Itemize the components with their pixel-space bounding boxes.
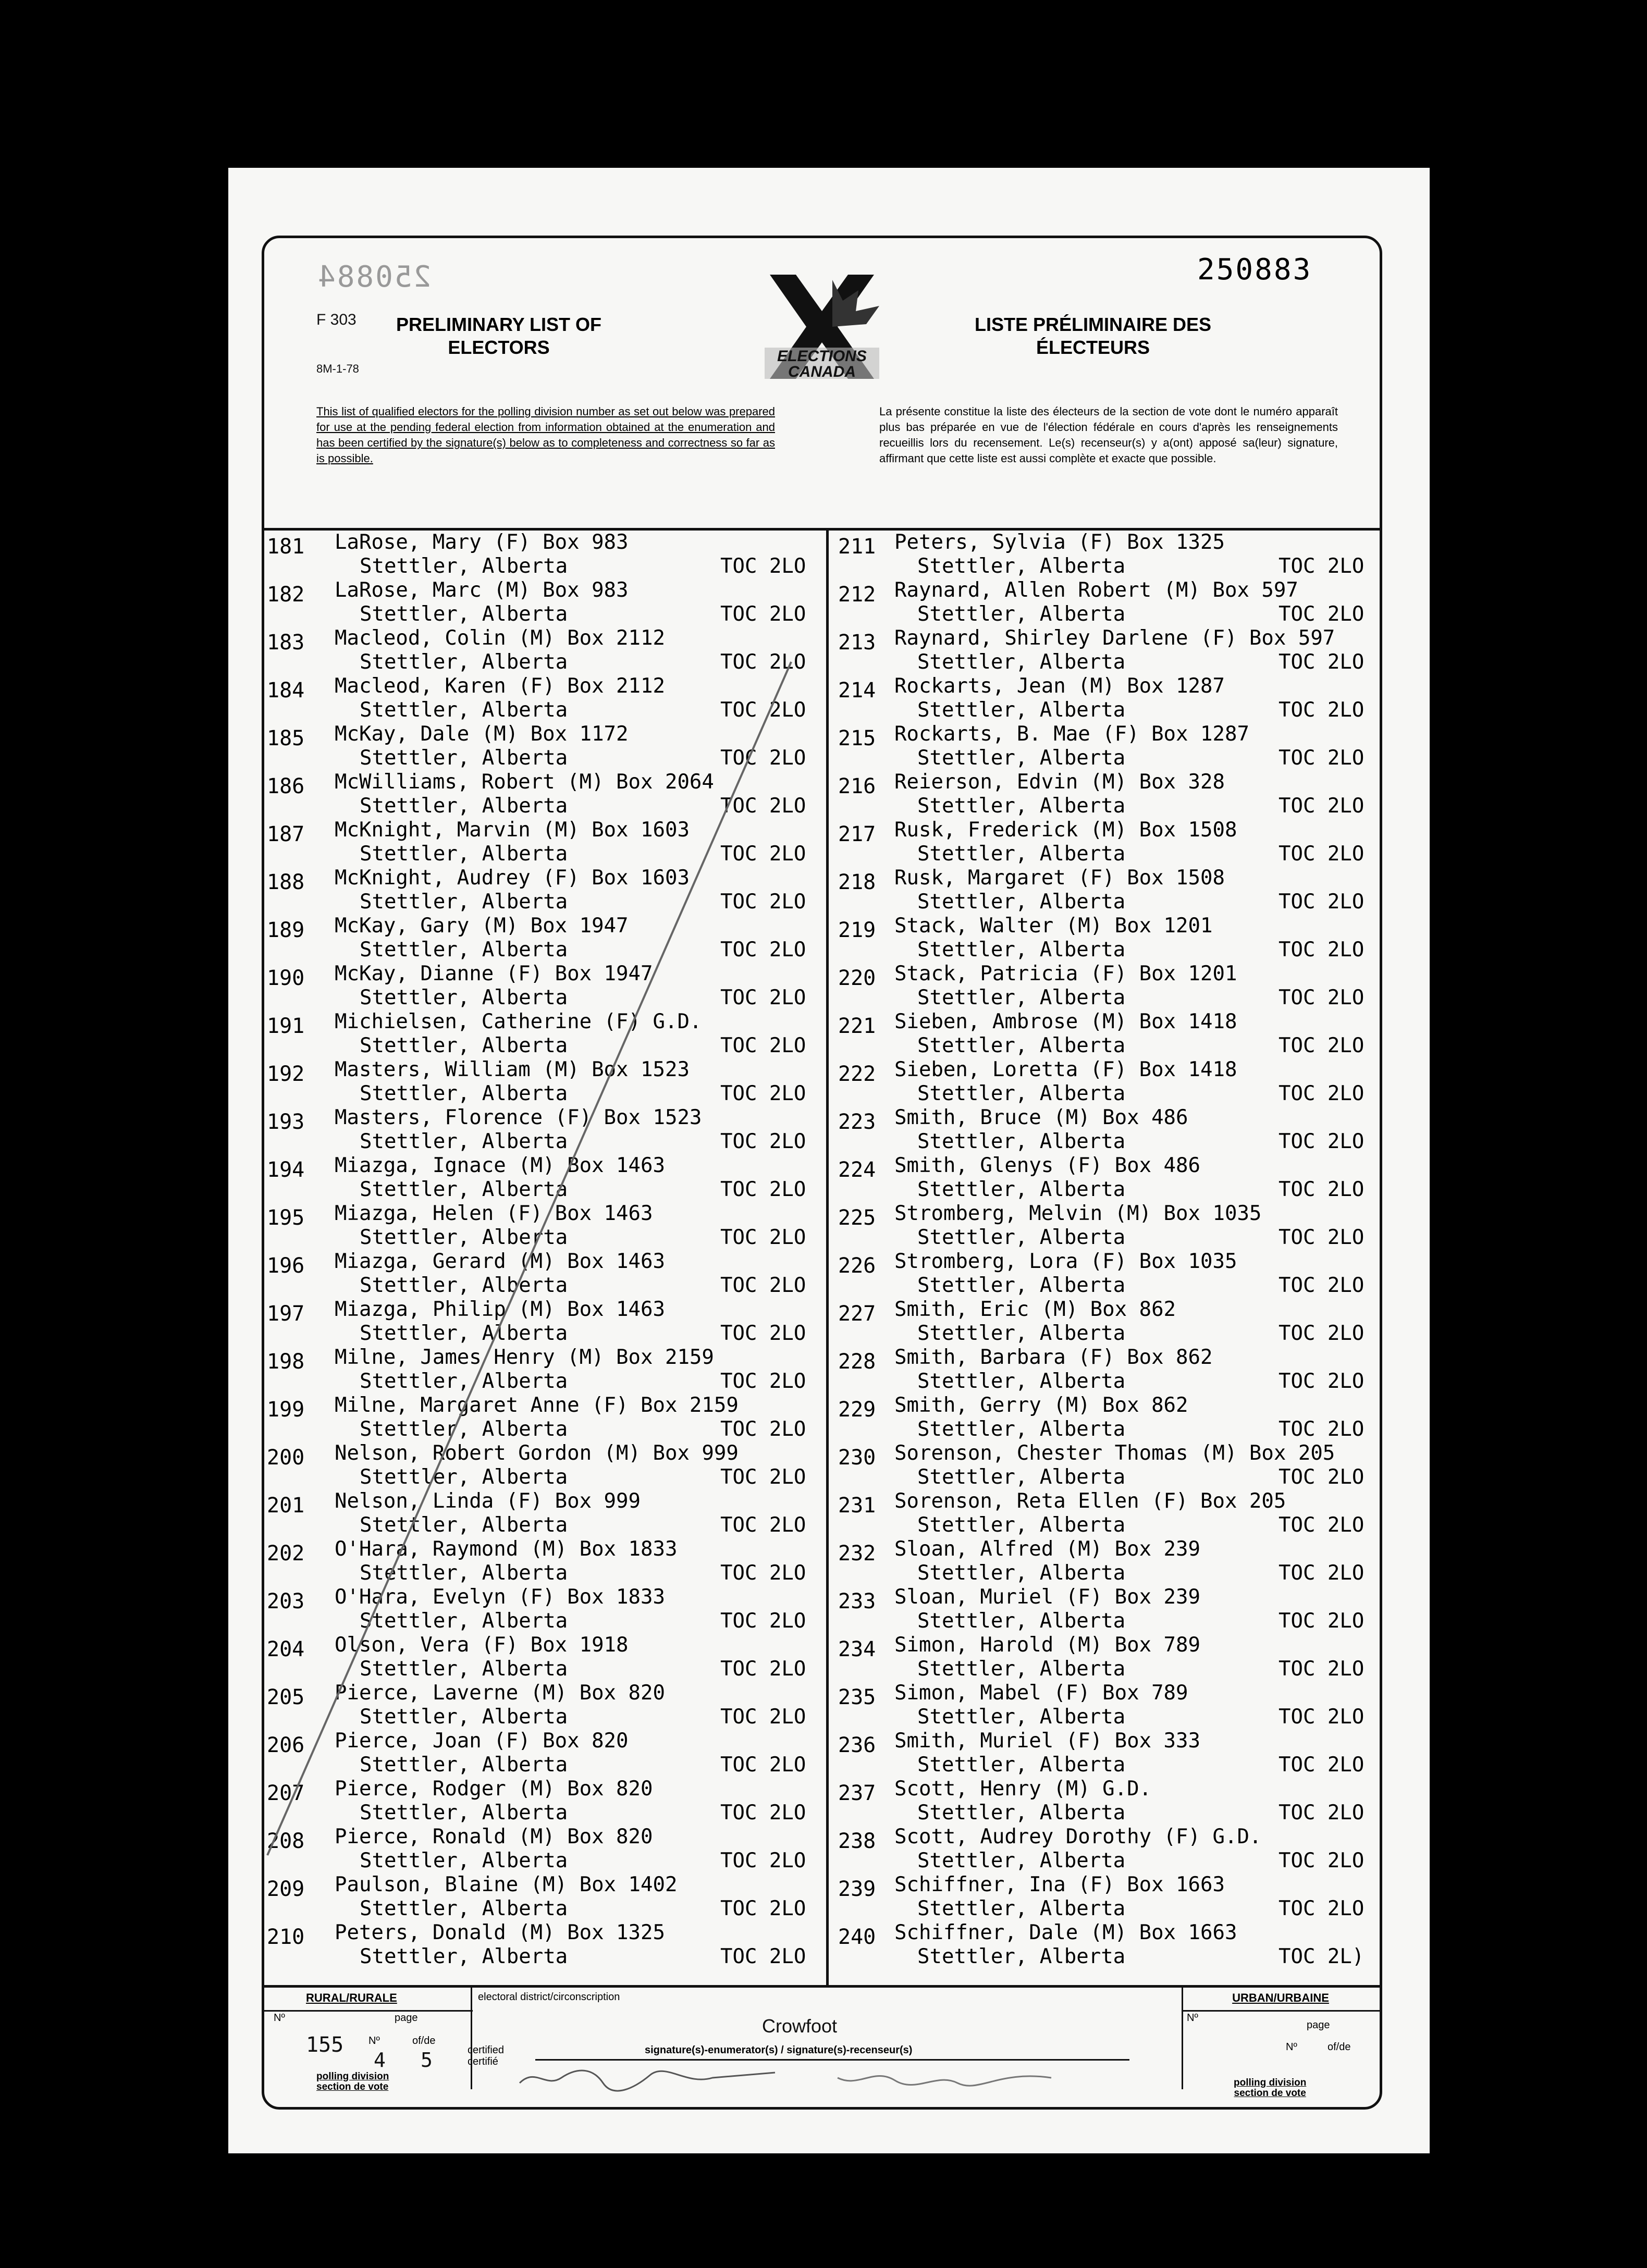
elector-name: Rusk, Margaret (F) Box 1508 (894, 866, 1225, 890)
elector-name: McKay, Dianne (F) Box 1947 (335, 962, 653, 985)
elector-name: Sloan, Muriel (F) Box 239 (894, 1585, 1200, 1609)
elector-name: Scott, Audrey Dorothy (F) G.D. (894, 1825, 1262, 1848)
urban-polling-division-label-fr: section de vote (1234, 2088, 1306, 2099)
elector-name: Michielsen, Catherine (F) G.D. (335, 1010, 702, 1033)
elector-name: LaRose, Mary (F) Box 983 (335, 531, 629, 554)
elector-town: Stettler, Alberta (917, 1274, 1126, 1297)
elector-town: Stettler, Alberta (917, 986, 1126, 1009)
elector-name: Milne, James Henry (M) Box 2159 (335, 1346, 714, 1369)
urban-page-of-label: of/de (1328, 2041, 1351, 2053)
elector-name: Pierce, Laverne (M) Box 820 (335, 1681, 665, 1705)
elector-town: Stettler, Alberta (360, 1801, 568, 1825)
elector-number: 181 (267, 535, 305, 559)
elector-town: Stettler, Alberta (917, 1897, 1126, 1920)
elector-postal-code: TOC 2LO (720, 938, 806, 962)
elector-postal-code: TOC 2LO (1279, 938, 1365, 962)
elector-town: Stettler, Alberta (360, 746, 568, 770)
elector-number: 205 (267, 1685, 305, 1709)
polling-division-number: 155 (306, 2033, 344, 2057)
elector-postal-code: TOC 2LO (720, 1130, 806, 1153)
elector-number: 193 (267, 1110, 305, 1134)
elector-postal-code: TOC 2LO (1279, 1178, 1365, 1201)
elector-town: Stettler, Alberta (917, 698, 1126, 722)
elector-postal-code: TOC 2LO (720, 1561, 806, 1585)
elector-postal-code: TOC 2LO (1279, 1849, 1365, 1872)
elector-number: 224 (838, 1158, 876, 1182)
elector-postal-code: TOC 2LO (1279, 1034, 1365, 1057)
elector-postal-code: TOC 2LO (720, 1178, 806, 1201)
elector-name: Pierce, Ronald (M) Box 820 (335, 1825, 653, 1848)
elector-postal-code: TOC 2L) (1279, 1945, 1365, 1968)
district-name: Crowfoot (762, 2015, 838, 2037)
urban-page-no-label: Nº (1286, 2041, 1297, 2053)
elector-postal-code: TOC 2LO (1279, 746, 1365, 770)
elector-town: Stettler, Alberta (360, 698, 568, 722)
elector-number: 233 (838, 1589, 876, 1613)
elector-number: 192 (267, 1062, 305, 1086)
elector-postal-code: TOC 2LO (1279, 1418, 1365, 1441)
elector-town: Stettler, Alberta (917, 1370, 1126, 1393)
elector-number: 214 (838, 679, 876, 702)
elector-town: Stettler, Alberta (917, 1705, 1126, 1729)
elector-town: Stettler, Alberta (360, 1513, 568, 1537)
elector-postal-code: TOC 2LO (720, 1657, 806, 1681)
elector-number: 191 (267, 1014, 305, 1038)
elector-town: Stettler, Alberta (917, 650, 1126, 674)
elector-postal-code: TOC 2LO (1279, 794, 1365, 818)
elector-town: Stettler, Alberta (917, 746, 1126, 770)
logo-text-elections: ELECTIONS (777, 348, 867, 365)
elector-number: 196 (267, 1254, 305, 1278)
elector-name: O'Hara, Evelyn (F) Box 1833 (335, 1585, 665, 1609)
elector-postal-code: TOC 2LO (1279, 1897, 1365, 1920)
elector-town: Stettler, Alberta (360, 1609, 568, 1633)
elector-number: 227 (838, 1302, 876, 1326)
elector-name: McWilliams, Robert (M) Box 2064 (335, 770, 714, 794)
intro-french: La présente constitue la liste des électeurs de la section de vote dont le numéro apparaît plus bas préparée en vue de l'élection fédérale en cours d'après les renseignements recueillis lors du recensement. Le(s) recenseur(s) y a(ont) apposé sa(leur) signature, affirmant que cette liste est aussi complète et exacte que possible. (879, 405, 1338, 465)
elector-postal-code: TOC 2LO (720, 1082, 806, 1105)
elector-number: 206 (267, 1733, 305, 1757)
urban-label: URBAN/URBAINE (1232, 1991, 1329, 2004)
elector-town: Stettler, Alberta (917, 1130, 1126, 1153)
elector-town: Stettler, Alberta (917, 1513, 1126, 1537)
elector-town: Stettler, Alberta (360, 1274, 568, 1297)
title-french-line2: ÉLECTEURS (1036, 337, 1150, 358)
elector-name: Raynard, Allen Robert (M) Box 597 (894, 578, 1298, 602)
page-no-label: Nº (368, 2035, 380, 2047)
elector-name: Macleod, Karen (F) Box 2112 (335, 674, 665, 698)
elector-town: Stettler, Alberta (360, 1130, 568, 1153)
elector-number: 184 (267, 679, 305, 702)
elector-name: Pierce, Joan (F) Box 820 (335, 1729, 629, 1753)
elector-number: 217 (838, 822, 876, 846)
urban-no-label: Nº (1187, 2012, 1198, 2024)
elector-postal-code: TOC 2LO (1279, 1274, 1365, 1297)
elector-town: Stettler, Alberta (917, 1657, 1126, 1681)
elector-name: Miazga, Philip (M) Box 1463 (335, 1298, 665, 1321)
elector-name: McKnight, Marvin (M) Box 1603 (335, 818, 690, 842)
elector-postal-code: TOC 2LO (720, 842, 806, 866)
elector-town: Stettler, Alberta (360, 602, 568, 626)
elector-number: 229 (838, 1398, 876, 1422)
elector-number: 194 (267, 1158, 305, 1182)
elector-town: Stettler, Alberta (360, 1034, 568, 1057)
elector-number: 236 (838, 1733, 876, 1757)
elector-town: Stettler, Alberta (360, 1178, 568, 1201)
elector-town: Stettler, Alberta (360, 1465, 568, 1489)
elector-postal-code: TOC 2LO (1279, 890, 1365, 914)
elector-town: Stettler, Alberta (917, 890, 1126, 914)
elector-town: Stettler, Alberta (360, 842, 568, 866)
elector-postal-code: TOC 2LO (720, 1465, 806, 1489)
elector-name: Smith, Gerry (M) Box 862 (894, 1394, 1188, 1417)
elector-number: 225 (838, 1206, 876, 1230)
elector-number: 226 (838, 1254, 876, 1278)
elector-town: Stettler, Alberta (917, 1849, 1126, 1872)
elector-name: McKnight, Audrey (F) Box 1603 (335, 866, 690, 890)
elector-number: 203 (267, 1589, 305, 1613)
elector-name: O'Hara, Raymond (M) Box 1833 (335, 1537, 678, 1561)
elector-postal-code: TOC 2LO (1279, 1753, 1365, 1777)
elector-number: 202 (267, 1542, 305, 1566)
elector-name: Smith, Bruce (M) Box 486 (894, 1106, 1188, 1129)
elector-number: 199 (267, 1398, 305, 1422)
elector-number: 195 (267, 1206, 305, 1230)
elector-town: Stettler, Alberta (917, 1753, 1126, 1777)
elector-town: Stettler, Alberta (917, 1801, 1126, 1825)
elector-postal-code: TOC 2LO (1279, 1657, 1365, 1681)
elector-postal-code: TOC 2LO (720, 794, 806, 818)
elector-number: 197 (267, 1302, 305, 1326)
elector-town: Stettler, Alberta (917, 842, 1126, 866)
elector-postal-code: TOC 2LO (720, 1609, 806, 1633)
logo-text-canada: CANADA (788, 363, 856, 380)
elector-name: Smith, Barbara (F) Box 862 (894, 1346, 1213, 1369)
title-english-line1: PRELIMINARY LIST OF (396, 314, 601, 335)
elector-name: Sorenson, Reta Ellen (F) Box 205 (894, 1489, 1286, 1513)
elector-name: Schiffner, Dale (M) Box 1663 (894, 1921, 1237, 1944)
elector-postal-code: TOC 2LO (720, 1705, 806, 1729)
elector-name: Smith, Glenys (F) Box 486 (894, 1154, 1200, 1177)
elector-name: Milne, Margaret Anne (F) Box 2159 (335, 1394, 739, 1417)
elector-name: Rusk, Frederick (M) Box 1508 (894, 818, 1237, 842)
elector-name: Miazga, Helen (F) Box 1463 (335, 1202, 653, 1225)
signature-label: signature(s)-enumerator(s) / signature(s)-recenseur(s) (645, 2044, 913, 2056)
elector-postal-code: TOC 2LO (1279, 986, 1365, 1009)
elector-name: Simon, Mabel (F) Box 789 (894, 1681, 1188, 1705)
elector-postal-code: TOC 2LO (720, 1849, 806, 1872)
elector-postal-code: TOC 2LO (720, 650, 806, 674)
elector-town: Stettler, Alberta (360, 1849, 568, 1872)
page-number: 4 (374, 2049, 386, 2072)
elector-name: Olson, Vera (F) Box 1918 (335, 1633, 629, 1657)
elector-number: 185 (267, 726, 305, 750)
elector-number: 211 (838, 535, 876, 559)
elector-town: Stettler, Alberta (360, 1657, 568, 1681)
elector-town: Stettler, Alberta (360, 1322, 568, 1345)
elector-name: Stack, Patricia (F) Box 1201 (894, 962, 1237, 985)
elector-name: Peters, Donald (M) Box 1325 (335, 1921, 665, 1944)
form-code: F 303 (316, 311, 357, 328)
elector-name: Sloan, Alfred (M) Box 239 (894, 1537, 1200, 1561)
elector-postal-code: TOC 2LO (1279, 1322, 1365, 1345)
elector-town: Stettler, Alberta (360, 650, 568, 674)
elector-name: Peters, Sylvia (F) Box 1325 (894, 531, 1225, 554)
elector-town: Stettler, Alberta (917, 554, 1126, 578)
elector-town: Stettler, Alberta (917, 1561, 1126, 1585)
elector-number: 239 (838, 1877, 876, 1901)
intro-english: This list of qualified electors for the polling division number as set out below was prepared for use at the pending federal election from information obtained at the enumeration and has been certified by the signature(s) below as to completeness and correctness so far as is possible. (316, 405, 775, 465)
elector-name: Smith, Eric (M) Box 862 (894, 1298, 1176, 1321)
elector-town: Stettler, Alberta (917, 1609, 1126, 1633)
certified-label-en: certified (468, 2044, 505, 2056)
elector-name: Miazga, Gerard (M) Box 1463 (335, 1250, 665, 1273)
elector-postal-code: TOC 2LO (720, 554, 806, 578)
elector-name: Miazga, Ignace (M) Box 1463 (335, 1154, 665, 1177)
elector-town: Stettler, Alberta (360, 1705, 568, 1729)
elector-postal-code: TOC 2LO (1279, 1130, 1365, 1153)
elector-name: Stromberg, Lora (F) Box 1035 (894, 1250, 1237, 1273)
elector-number: 218 (838, 870, 876, 894)
elector-town: Stettler, Alberta (360, 1226, 568, 1249)
title-french-line1: LISTE PRÉLIMINAIRE DES (974, 314, 1212, 335)
elector-town: Stettler, Alberta (360, 1561, 568, 1585)
elector-postal-code: TOC 2LO (1279, 1082, 1365, 1105)
elector-name: LaRose, Marc (M) Box 983 (335, 578, 629, 602)
district-label: electoral district/circonscription (478, 1991, 620, 2003)
elector-name: Raynard, Shirley Darlene (F) Box 597 (894, 626, 1335, 650)
elector-number: 219 (838, 918, 876, 942)
elector-postal-code: TOC 2LO (1279, 1370, 1365, 1393)
elector-name: Macleod, Colin (M) Box 2112 (335, 626, 665, 650)
elector-town: Stettler, Alberta (917, 1034, 1126, 1057)
elector-number: 198 (267, 1350, 305, 1374)
elector-number: 187 (267, 822, 305, 846)
polling-division-label-fr: section de vote (316, 2081, 389, 2092)
elector-postal-code: TOC 2LO (1279, 554, 1365, 578)
elector-name: Rockarts, B. Mae (F) Box 1287 (894, 722, 1249, 746)
elector-name: Sorenson, Chester Thomas (M) Box 205 (894, 1441, 1335, 1465)
urban-polling-division-label-en: polling division (1234, 2077, 1307, 2088)
elector-town: Stettler, Alberta (917, 1418, 1126, 1441)
page-label: page (395, 2012, 418, 2024)
elector-number: 221 (838, 1014, 876, 1038)
elector-town: Stettler, Alberta (360, 1082, 568, 1105)
elector-postal-code: TOC 2LO (720, 1226, 806, 1249)
elector-name: Masters, Florence (F) Box 1523 (335, 1106, 702, 1129)
elector-postal-code: TOC 2LO (1279, 1465, 1365, 1489)
elector-name: Sieben, Loretta (F) Box 1418 (894, 1058, 1237, 1081)
elector-name: Reierson, Edvin (M) Box 328 (894, 770, 1225, 794)
polling-no-label: Nº (274, 2012, 285, 2024)
elector-town: Stettler, Alberta (917, 938, 1126, 962)
elector-number: 188 (267, 870, 305, 894)
elector-town: Stettler, Alberta (360, 1370, 568, 1393)
elector-number: 190 (267, 966, 305, 990)
elector-number: 234 (838, 1637, 876, 1661)
urban-page-label: page (1307, 2019, 1330, 2031)
elector-number: 200 (267, 1446, 305, 1470)
elector-postal-code: TOC 2LO (720, 1370, 806, 1393)
elector-number: 223 (838, 1110, 876, 1134)
elector-town: Stettler, Alberta (360, 890, 568, 914)
elector-postal-code: TOC 2LO (720, 1945, 806, 1968)
elector-number: 235 (838, 1685, 876, 1709)
elector-name: Smith, Muriel (F) Box 333 (894, 1729, 1200, 1753)
elector-name: Schiffner, Ina (F) Box 1663 (894, 1873, 1225, 1896)
elector-postal-code: TOC 2LO (720, 1322, 806, 1345)
elector-town: Stettler, Alberta (917, 1226, 1126, 1249)
elector-postal-code: TOC 2LO (1279, 1705, 1365, 1729)
elector-town: Stettler, Alberta (360, 1418, 568, 1441)
elector-number: 209 (267, 1877, 305, 1901)
elector-postal-code: TOC 2LO (720, 890, 806, 914)
elector-name: Paulson, Blaine (M) Box 1402 (335, 1873, 678, 1896)
elector-name: Stack, Walter (M) Box 1201 (894, 914, 1213, 938)
elector-town: Stettler, Alberta (360, 1753, 568, 1777)
page-of-label: of/de (412, 2035, 436, 2047)
elector-number: 240 (838, 1925, 876, 1949)
elector-number: 207 (267, 1781, 305, 1805)
elector-postal-code: TOC 2LO (720, 1034, 806, 1057)
elector-town: Stettler, Alberta (917, 1082, 1126, 1105)
elector-name: Nelson, Linda (F) Box 999 (335, 1489, 641, 1513)
elector-town: Stettler, Alberta (917, 1465, 1126, 1489)
elector-postal-code: TOC 2LO (720, 986, 806, 1009)
elector-number: 189 (267, 918, 305, 942)
elector-number: 215 (838, 726, 876, 750)
elector-postal-code: TOC 2LO (1279, 1226, 1365, 1249)
elector-postal-code: TOC 2LO (720, 1418, 806, 1441)
elector-postal-code: TOC 2LO (720, 602, 806, 626)
elector-number: 232 (838, 1542, 876, 1566)
elector-number: 228 (838, 1350, 876, 1374)
elector-name: Nelson, Robert Gordon (M) Box 999 (335, 1441, 739, 1465)
elector-postal-code: TOC 2LO (1279, 650, 1365, 674)
elector-town: Stettler, Alberta (360, 554, 568, 578)
elector-postal-code: TOC 2LO (720, 1801, 806, 1825)
elector-number: 231 (838, 1494, 876, 1518)
elector-number: 210 (267, 1925, 305, 1949)
elector-name: McKay, Gary (M) Box 1947 (335, 914, 629, 938)
title-english-line2: ELECTORS (448, 337, 550, 358)
elector-postal-code: TOC 2LO (1279, 698, 1365, 722)
mirrored-serial-number: 250884 (316, 260, 432, 294)
elector-town: Stettler, Alberta (917, 1945, 1126, 1968)
elector-number: 230 (838, 1446, 876, 1470)
elector-number: 220 (838, 966, 876, 990)
elector-town: Stettler, Alberta (917, 602, 1126, 626)
page-total: 5 (421, 2049, 433, 2072)
elector-town: Stettler, Alberta (917, 794, 1126, 818)
elector-postal-code: TOC 2LO (720, 746, 806, 770)
rural-label: RURAL/RURALE (306, 1991, 397, 2004)
elector-number: 238 (838, 1829, 876, 1853)
elector-town: Stettler, Alberta (360, 938, 568, 962)
elector-postal-code: TOC 2LO (720, 1897, 806, 1920)
elector-town: Stettler, Alberta (360, 794, 568, 818)
elector-name: Pierce, Rodger (M) Box 820 (335, 1777, 653, 1801)
elector-postal-code: TOC 2LO (720, 1513, 806, 1537)
elector-number: 204 (267, 1637, 305, 1661)
elector-name: Sieben, Ambrose (M) Box 1418 (894, 1010, 1237, 1033)
elector-number: 213 (838, 631, 876, 655)
elector-town: Stettler, Alberta (360, 986, 568, 1009)
elector-number: 222 (838, 1062, 876, 1086)
elector-name: Masters, William (M) Box 1523 (335, 1058, 690, 1081)
elector-postal-code: TOC 2LO (1279, 842, 1365, 866)
elector-number: 186 (267, 774, 305, 798)
elector-postal-code: TOC 2LO (1279, 1513, 1365, 1537)
elector-name: Simon, Harold (M) Box 789 (894, 1633, 1200, 1657)
elector-number: 216 (838, 774, 876, 798)
elector-number: 208 (267, 1829, 305, 1853)
elector-name: McKay, Dale (M) Box 1172 (335, 722, 629, 746)
elector-number: 183 (267, 631, 305, 655)
elector-town: Stettler, Alberta (917, 1178, 1126, 1201)
elector-number: 201 (267, 1494, 305, 1518)
serial-number: 250883 (1197, 253, 1312, 287)
elector-number: 237 (838, 1781, 876, 1805)
certified-label-fr: certifié (468, 2056, 498, 2067)
elector-postal-code: TOC 2LO (1279, 1561, 1365, 1585)
elector-name: Scott, Henry (M) G.D. (894, 1777, 1152, 1801)
elector-name: Stromberg, Melvin (M) Box 1035 (894, 1202, 1262, 1225)
elector-town: Stettler, Alberta (360, 1897, 568, 1920)
elector-number: 182 (267, 583, 305, 607)
elector-postal-code: TOC 2LO (720, 1274, 806, 1297)
elector-town: Stettler, Alberta (360, 1945, 568, 1968)
elector-postal-code: TOC 2LO (720, 1753, 806, 1777)
polling-division-label-en: polling division (316, 2071, 389, 2082)
elector-number: 212 (838, 583, 876, 607)
elector-name: Rockarts, Jean (M) Box 1287 (894, 674, 1225, 698)
elector-postal-code: TOC 2LO (1279, 602, 1365, 626)
form-date: 8M-1-78 (316, 362, 359, 375)
elector-postal-code: TOC 2LO (720, 698, 806, 722)
elector-postal-code: TOC 2LO (1279, 1609, 1365, 1633)
elector-town: Stettler, Alberta (917, 1322, 1126, 1345)
elector-postal-code: TOC 2LO (1279, 1801, 1365, 1825)
